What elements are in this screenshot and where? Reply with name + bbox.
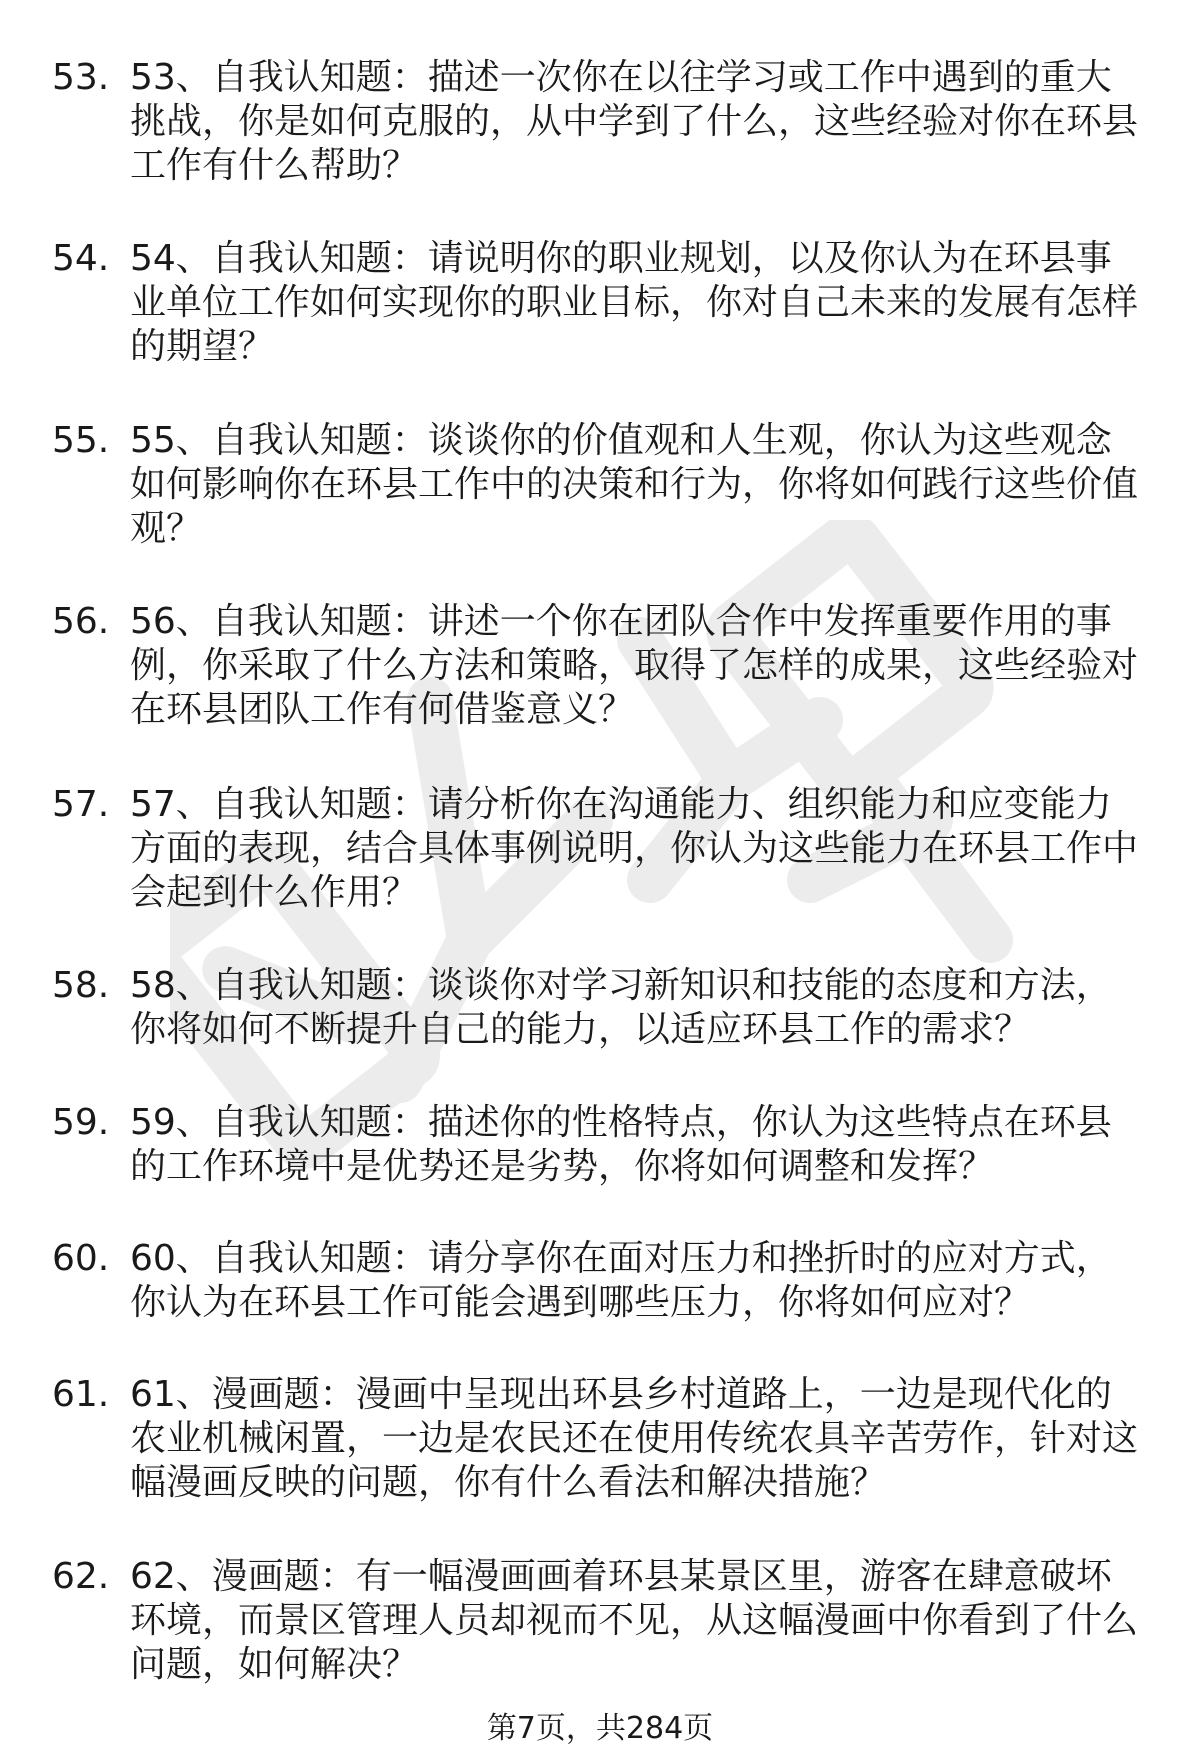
question-number: 53. <box>52 57 110 98</box>
question-number: 57. <box>52 784 110 825</box>
question-text: 56、自我认知题：讲述一个你在团队合作中发挥重要作用的事例，你采取了什么方法和策略，取得了怎样的成果，这些经验对在环县团队工作有何借鉴意义？ <box>130 601 1139 730</box>
question-number: 62. <box>52 1556 110 1597</box>
question-number: 56. <box>52 601 110 642</box>
question-number: 58. <box>52 965 110 1006</box>
question-text: 53、自我认知题：描述一次你在以往学习或工作中遇到的重大挑战，你是如何克服的，从中学到了什么，这些经验对你在环县工作有什么帮助？ <box>130 57 1139 186</box>
question-text: 58、自我认知题：谈谈你对学习新知识和技能的态度和方法，你将如何不断提升自己的能力，以适应环县工作的需求？ <box>130 965 1112 1050</box>
question-text: 57、自我认知题：请分析你在沟通能力、组织能力和应变能力方面的表现，结合具体事例说明，你认为这些能力在环县工作中会起到什么作用？ <box>130 784 1139 913</box>
question-text: 61、漫画题：漫画中呈现出环县乡村道路上，一边是现代化的农业机械闲置，一边是农民还在使用传统农具辛苦劳作，针对这幅漫画反映的问题，你有什么看法和解决措施？ <box>130 1374 1139 1503</box>
question-text: 62、漫画题：有一幅漫画画着环县某景区里，游客在肆意破坏环境，而景区管理人员却视而不见，从这幅漫画中你看到了什么问题，如何解决？ <box>130 1556 1139 1685</box>
page-number: 第7页，共284页 <box>486 1711 714 1746</box>
question-text: 55、自我认知题：谈谈你的价值观和人生观，你认为这些观念如何影响你在环县工作中的决策和行为，你将如何践行这些价值观？ <box>130 420 1139 549</box>
question-text: 54、自我认知题：请说明你的职业规划，以及你认为在环县事业单位工作如何实现你的职业目标，你对自己未来的发展有怎样的期望？ <box>130 238 1139 367</box>
question-number: 55. <box>52 420 110 461</box>
question-text: 59、自我认知题：描述你的性格特点，你认为这些特点在环县的工作环境中是优势还是劣势，你将如何调整和发挥？ <box>130 1102 1112 1187</box>
question-text: 60、自我认知题：请分享你在面对压力和挫折时的应对方式，你认为在环县工作可能会遇到哪些压力，你将如何应对？ <box>130 1238 1112 1323</box>
question-number: 54. <box>52 238 110 279</box>
question-number: 60. <box>52 1238 110 1279</box>
question-number: 61. <box>52 1374 110 1415</box>
question-number: 59. <box>52 1102 110 1143</box>
